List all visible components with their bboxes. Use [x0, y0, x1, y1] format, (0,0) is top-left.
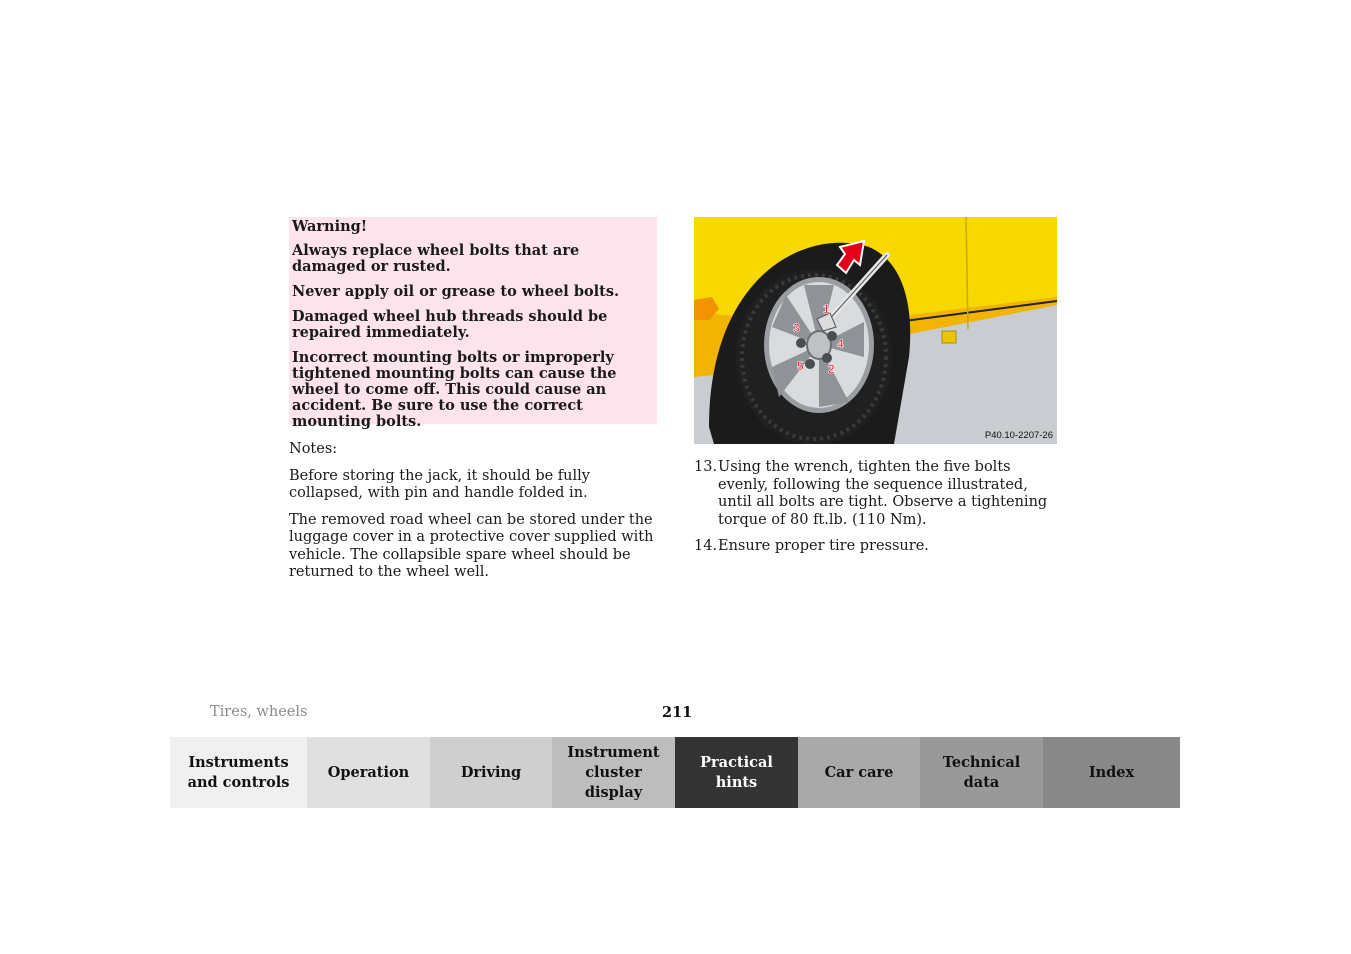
bolt-label-4: 4 [837, 337, 844, 351]
notes-section [289, 441, 661, 591]
warning-paragraph: Incorrect mounting bolts or improperly tightened mounting bolts can cause the wheel to come off. This could cause an accident. Be sure to use the correct mounting bolts. [292, 349, 617, 430]
tab-label: Instruments and controls [187, 753, 290, 791]
step-number: 14. [694, 538, 718, 554]
tab-instrument-cluster-display[interactable] [552, 737, 675, 808]
tab-instruments-and-controls[interactable] [170, 737, 307, 808]
step-item [694, 538, 1064, 556]
warning-paragraph: Never apply oil or grease to wheel bolts. [292, 283, 620, 300]
page-number: 211 [662, 704, 693, 721]
step-text: Ensure proper tire pressure. [718, 538, 929, 554]
tab-practical-hints[interactable] [675, 737, 798, 808]
notes-paragraph: Before storing the jack, it should be fully collapsed, with pin and handle folded in. [289, 467, 590, 501]
tab-label: Technical data [942, 753, 1021, 791]
bolt-label-3: 3 [793, 321, 800, 335]
wheel-bolt-illustration [694, 217, 1057, 444]
tab-label: Operation [327, 763, 410, 781]
tab-technical-data[interactable] [920, 737, 1043, 808]
warning-paragraph: Damaged wheel hub threads should be repaired immediately. [292, 308, 608, 341]
tab-car-care[interactable] [798, 737, 920, 808]
bolt-label-1: 1 [823, 302, 830, 316]
tab-label: Car care [824, 763, 894, 781]
notes-paragraph: The removed road wheel can be stored under the luggage cover in a protective cover supplied with vehicle. The collapsible spare wheel should be returned to the wheel well. [289, 511, 654, 580]
chapter-tab-bar [170, 737, 1180, 808]
warning-box [289, 217, 657, 430]
warning-paragraph: Always replace wheel bolts that are damaged or rusted. [292, 242, 580, 275]
step-item [694, 459, 1064, 529]
warning-title: Warning! [292, 218, 368, 235]
notes-label: Notes: [289, 441, 338, 457]
tab-label: Practical hints [700, 753, 773, 791]
steps-list [694, 459, 1064, 565]
step-text: Using the wrench, tighten the five bolts evenly, following the sequence illustrated, until all bolts are tight. Observe a tightening torque of 80 ft.lb. (110 Nm). [718, 459, 1048, 528]
tab-index[interactable] [1043, 737, 1180, 808]
section-title: Tires, wheels [210, 704, 308, 720]
bolt-label-5: 5 [797, 359, 804, 373]
tab-label: Instrument cluster display [567, 743, 660, 801]
bolt-label-2: 2 [828, 362, 835, 376]
tab-driving[interactable] [430, 737, 552, 808]
tab-operation[interactable] [307, 737, 430, 808]
tab-label: Index [1088, 763, 1135, 781]
tab-label: Driving [460, 763, 522, 781]
figure-code: P40.10-2207-26 [984, 430, 1053, 441]
wheel-illustration-svg [694, 217, 1057, 444]
step-number: 13. [694, 459, 718, 475]
